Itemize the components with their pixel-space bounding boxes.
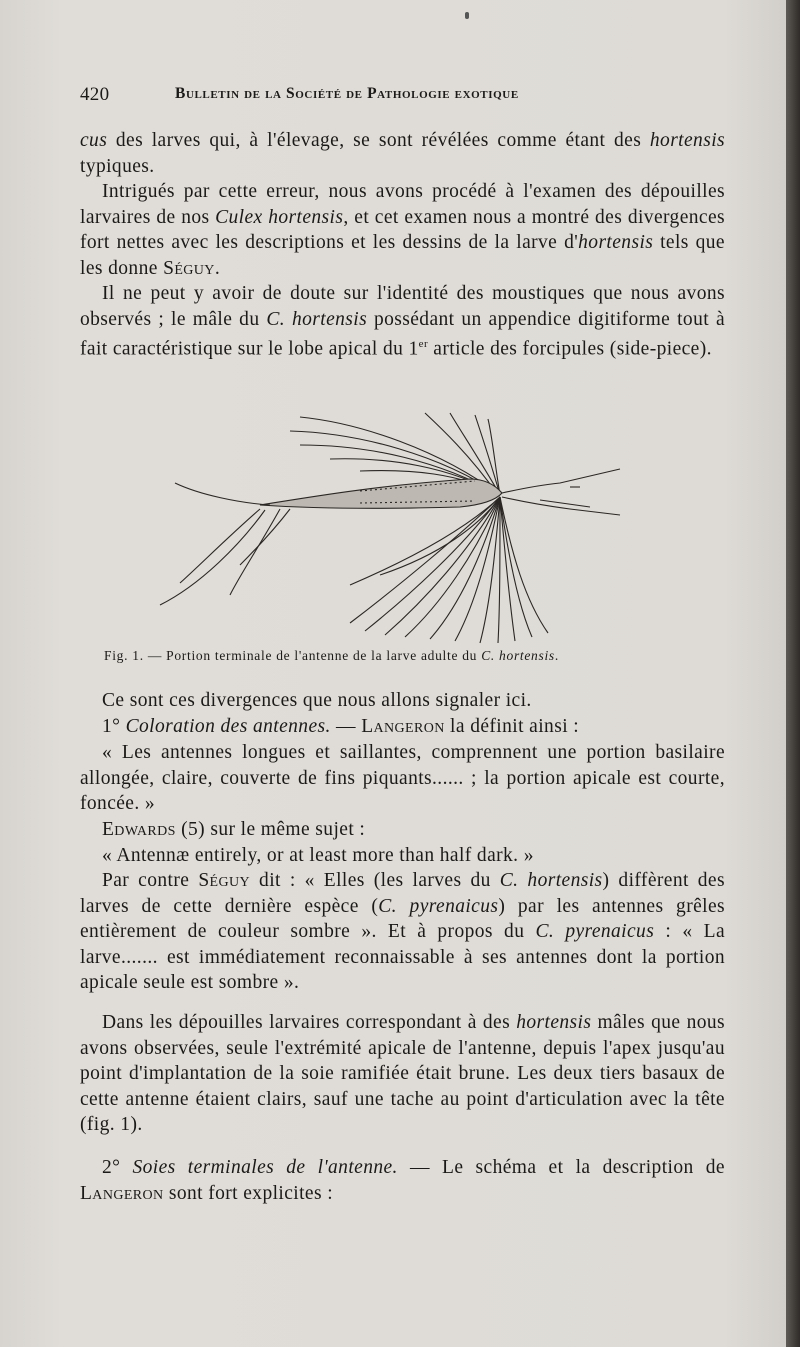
text-run: . (214, 257, 221, 279)
caption-text: Fig. 1. — Portion terminale de l'antenne de la larve adulte du (104, 648, 482, 663)
text-run: ) par les antennes grêles entièrement de couleur sombre ». Et à propos du (80, 895, 726, 943)
paragraph-2 (80, 179, 725, 281)
page-number: 420 (80, 84, 110, 105)
author-name: Edwards (102, 819, 176, 840)
text-run: 1° (102, 716, 126, 737)
author-name: Séguy (198, 870, 251, 891)
superscript: er (418, 338, 429, 351)
caption-text: . (554, 648, 559, 663)
italic-species: C. hortensis (266, 308, 368, 330)
paragraph-8-quote (80, 843, 725, 869)
paragraph-1 (80, 128, 725, 179)
section-heading: Soies terminales de l'antenne. (132, 1157, 398, 1178)
author-name: Langeron (80, 1182, 164, 1204)
italic-text: cus (80, 130, 108, 151)
caption-species: C. hortensis (481, 648, 555, 663)
italic-species: C. hortensis (499, 870, 603, 891)
italic-species: C. pyrenaicus (378, 895, 499, 917)
text-run: typiques. (80, 155, 155, 177)
paragraph-3 (80, 281, 725, 362)
text-run: « Les antennes longues et saillantes, comprennent une portion basilaire allongée, claire, couverte de fins piquants...... ; la portion apicale est courte, foncée. » (80, 742, 725, 815)
paragraph-7 (80, 817, 725, 843)
page-edge-shadow (786, 0, 800, 1347)
text-run: Il ne peut y avoir de doute sur l'identité des moustiques que nous avons observés ; le mâle du (80, 283, 725, 330)
paragraph-4 (80, 688, 725, 714)
text-run: ) diffèrent des larves de cette dernière espèce ( (80, 870, 725, 917)
figure-caption (104, 648, 724, 664)
text-run: possédant un appendice digitiforme tout à fait caractéristique sur le lobe apical du (80, 308, 725, 360)
paragraph-6-quote (80, 740, 725, 817)
text-run: mâles que nous avons observées, seule l'extrémité apicale de l'antenne, depuis l'apex jusqu'au point d'implantation de la soie ramifiée était brune. Les deux tiers basaux de cette antenne étaient clairs, sauf une tache au point d'articulation avec la tête (fig. 1). (80, 1012, 726, 1136)
text-run: des larves qui, à l'élevage, se sont révélées comme étant des (107, 130, 650, 151)
author-name: Langeron (361, 716, 445, 737)
italic-species: hortensis (516, 1012, 592, 1033)
paragraph-9 (80, 868, 725, 996)
running-title: Bulletin de la Société de Pathologie exotique (175, 85, 519, 102)
antenna-figure (140, 405, 660, 645)
italic-species: hortensis (578, 232, 654, 254)
text-run: Dans les dépouilles larvaires correspondant à des (102, 1012, 517, 1033)
text-run: Par contre (102, 870, 199, 891)
italic-species: Culex hortensis (215, 206, 344, 228)
text-run: (5) sur le même sujet : (175, 819, 366, 840)
text-run: la définit ainsi : (444, 716, 580, 737)
paragraph-11 (80, 1155, 725, 1206)
section-heading: Coloration des antennes. (125, 716, 331, 737)
text-run: tels que les donne (80, 232, 725, 279)
text-run: dit : « Elles (les larves du (250, 870, 500, 891)
text-run: — Le schéma et la description de (397, 1157, 725, 1178)
ink-speck (465, 12, 469, 19)
text-run: : « La larve....... est immédiatement reconnaissable à ses antennes dont la portion apicale seule est sombre ». (80, 921, 726, 994)
text-run: 2° (102, 1157, 133, 1178)
text-run: sont fort explicites : (163, 1182, 334, 1204)
paragraph-10 (80, 1010, 725, 1138)
text-run: « Antennæ entirely, or at least more than half dark. » (102, 845, 534, 866)
text-run: Intrigués par cette erreur, nous avons procédé à l'examen des dépouilles larvaires de nos (80, 181, 725, 228)
text-run: 1 (408, 338, 419, 360)
italic-species: C. pyrenaicus (535, 921, 655, 943)
text-run: — (330, 716, 362, 737)
italic-species: hortensis (649, 130, 725, 151)
text-run: Ce sont ces divergences que nous allons signaler ici. (102, 690, 532, 711)
paragraph-5 (80, 714, 725, 740)
text-run: article des forcipules (side-piece). (428, 338, 712, 360)
text-run: , et cet examen nous a montré des divergences fort nettes avec les descriptions et les dessins de la larve d' (80, 206, 726, 254)
author-name: Séguy (163, 257, 215, 279)
